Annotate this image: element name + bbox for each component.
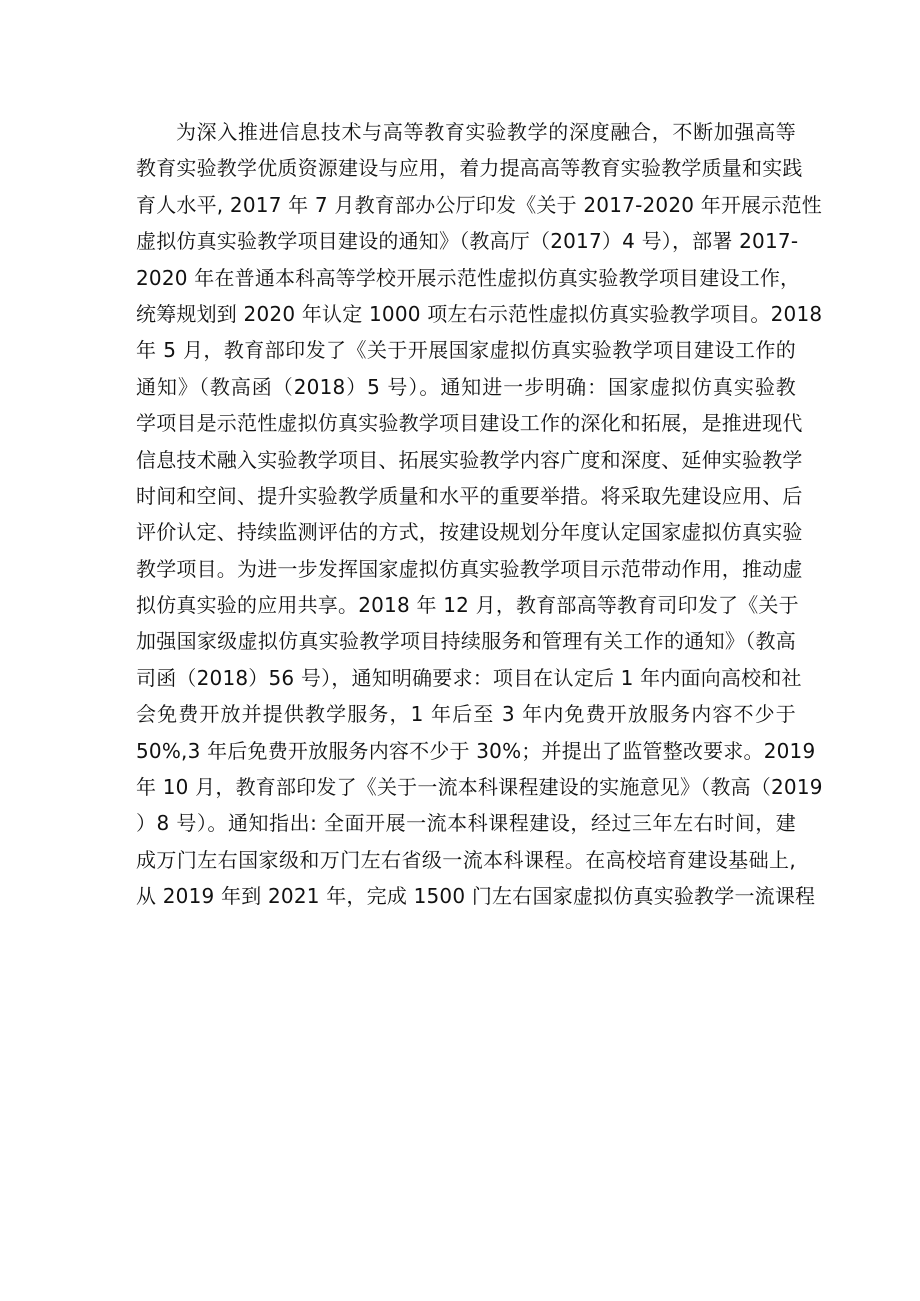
paragraph-line: 虚拟仿真实验教学项目建设的通知》（教高厅（2017）4 号），部署 2017- <box>136 229 799 254</box>
paragraph-line: 50%,3 年后免费开放服务内容不少于 30%；并提出了监管整改要求。2019 <box>136 738 816 763</box>
paragraph-line: 评价认定、持续监测评估的方式，按建设规划分年度认定国家虚拟仿真实验 <box>136 520 803 545</box>
paragraph-line: 为深入推进信息技术与高等教育实验教学的深度融合，不断加强高等 <box>176 120 796 144</box>
paragraph-line: ）8 号）。通知指出: 全面开展一流本科课程建设，经过三年左右时间，建 <box>136 811 796 836</box>
paragraph-line: 拟仿真实验的应用共享。2018 年 12 月，教育部高等教育司印发了《关于 <box>136 593 799 618</box>
paragraph-line: 信息技术融入实验教学项目、拓展实验教学内容广度和深度、延伸实验教学 <box>136 447 803 472</box>
paragraph-line: 统筹规划到 2020 年认定 1000 项左右示范性虚拟仿真实验教学项目。2018 <box>136 301 823 326</box>
paragraph-line: 学项目是示范性虚拟仿真实验教学项目建设工作的深化和拓展，是推进现代 <box>136 411 803 436</box>
paragraph-line: 2020 年在普通本科高等学校开展示范性虚拟仿真实验教学项目建设工作， <box>136 265 801 290</box>
paragraph-line: 时间和空间、提升实验教学质量和水平的重要举措。将采取先建设应用、后 <box>136 483 803 508</box>
paragraph-line: 教学项目。为进一步发挥国家虚拟仿真实验教学项目示范带动作用，推动虚 <box>136 556 803 581</box>
paragraph-line: 通知》（教高函（2018）5 号）。通知进一步明确：国家虚拟仿真实验教 <box>136 374 796 399</box>
paragraph-line: 从 2019 年到 2021 年，完成 1500 门左右国家虚拟仿真实验教学一流课程 <box>136 884 816 909</box>
paragraph-line: 成万门左右国家级和万门左右省级一流本科课程。在高校培育建设基础上, <box>136 847 796 872</box>
body-paragraph <box>136 114 823 915</box>
paragraph-line: 会免费开放并提供教学服务，1 年后至 3 年内免费开放服务内容不少于 <box>136 702 796 727</box>
paragraph-line: 年 10 月，教育部印发了《关于一流本科课程建设的实施意见》（教高（2019 <box>136 775 823 800</box>
paragraph-line: 教育实验教学优质资源建设与应用，着力提高高等教育实验教学质量和实践 <box>136 156 803 181</box>
paragraph-line: 育人水平, 2017 年 7 月教育部办公厅印发《关于 2017-2020 年开展示范性 <box>136 192 822 217</box>
paragraph-line: 司函（2018）56 号），通知明确要求：项目在认定后 1 年内面向高校和社 <box>136 665 802 690</box>
paragraph-line: 加强国家级虚拟仿真实验教学项目持续服务和管理有关工作的通知》（教高 <box>136 629 796 654</box>
paragraph-line: 年 5 月，教育部印发了《关于开展国家虚拟仿真实验教学项目建设工作的 <box>136 338 796 363</box>
